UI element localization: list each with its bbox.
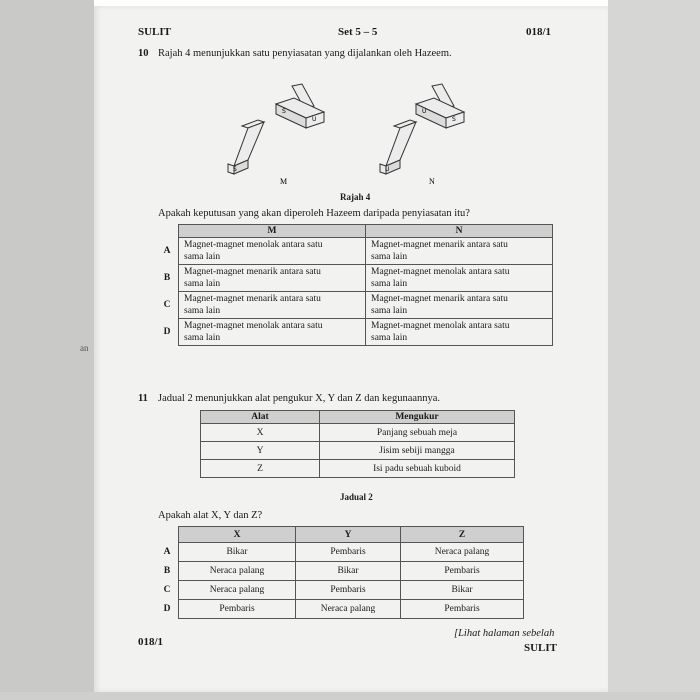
label-n: N: [429, 177, 435, 186]
column-header-m: M: [179, 225, 366, 238]
option-row-b[interactable]: B Neraca palang Bikar Pembaris: [156, 562, 524, 581]
column-header-mengukur: Mengukur: [320, 411, 515, 424]
q10-intro: Rajah 4 menunjukkan satu penyiasatan yang dijalankan oleh Hazeem.: [158, 48, 452, 59]
desk-background-bottom: [0, 692, 700, 700]
q11-intro: Jadual 2 menunjukkan alat pengukur X, Y dan Z dan kegunaannya.: [158, 393, 441, 404]
option-row-b[interactable]: [156, 265, 553, 292]
option-row-c[interactable]: C Neraca palang Pembaris Bikar: [156, 581, 524, 600]
jadual-2-caption: Jadual 2: [340, 492, 373, 502]
margin-text: an: [80, 343, 89, 353]
column-header-alat: Alat: [201, 411, 320, 424]
column-header-x: X: [179, 527, 296, 543]
rajah-4-caption: Rajah 4: [340, 192, 371, 202]
header-left: SULIT: [138, 26, 172, 38]
option-letter[interactable]: B: [163, 273, 171, 283]
setup-m: [228, 84, 324, 174]
q11-question: Apakah alat X, Y dan Z?: [158, 510, 263, 521]
exam-page: [94, 6, 608, 692]
pole-label: S: [233, 166, 237, 173]
option-n-cell: Magnet-magnet menolak antara satu sama lain: [366, 319, 553, 346]
option-letter[interactable]: A: [163, 246, 171, 256]
option-letter[interactable]: C: [163, 585, 171, 595]
table-row: X Panjang sebuah meja: [201, 424, 515, 442]
header-center: Set 5 – 5: [338, 26, 378, 38]
option-letter[interactable]: A: [163, 547, 171, 557]
pole-label: U: [422, 108, 427, 115]
column-header-y: Y: [296, 527, 401, 543]
option-n-cell: Magnet-magnet menarik antara satu sama lain: [366, 292, 553, 319]
footer-sulit: SULIT: [524, 642, 558, 654]
rajah-4-diagram: [224, 76, 484, 196]
pole-label: S: [452, 116, 456, 123]
footer-next-page: [Lihat halaman sebelah: [454, 628, 555, 639]
option-letter[interactable]: D: [163, 604, 171, 614]
desk-background-right: [608, 0, 700, 700]
pole-label: U: [312, 116, 317, 123]
option-m-cell: Magnet-magnet menarik antara satu sama lain: [179, 265, 366, 292]
pole-label: S: [282, 108, 286, 115]
option-row-c[interactable]: [156, 292, 553, 319]
option-m-cell: Magnet-magnet menarik antara satu sama lain: [179, 292, 366, 319]
option-n-cell: Magnet-magnet menolak antara satu sama lain: [366, 265, 553, 292]
q11-number: 11: [138, 393, 148, 404]
column-header-n: N: [366, 225, 553, 238]
header-right: 018/1: [526, 26, 552, 38]
option-row-a[interactable]: A Bikar Pembaris Neraca palang: [156, 543, 524, 562]
q10-number: 10: [138, 48, 149, 59]
q10-question: Apakah keputusan yang akan diperoleh Hazeem daripada penyiasatan itu?: [158, 208, 470, 219]
option-m-cell: Magnet-magnet menolak antara satu sama lain: [179, 319, 366, 346]
label-m: M: [280, 177, 288, 186]
option-row-d[interactable]: [156, 319, 553, 346]
table-row: Y Jisim sebiji mangga: [201, 442, 515, 460]
jadual-2-table: [200, 410, 515, 478]
footer-code: 018/1: [138, 636, 164, 648]
q11-options-table: [156, 526, 524, 619]
option-letter[interactable]: C: [163, 300, 171, 310]
pole-label: U: [385, 166, 390, 173]
column-header-z: Z: [401, 527, 524, 543]
option-row-a[interactable]: [156, 238, 553, 265]
setup-n: [380, 84, 464, 174]
q10-options-table: [156, 224, 553, 346]
option-n-cell: Magnet-magnet menarik antara satu sama lain: [366, 238, 553, 265]
option-m-cell: Magnet-magnet menolak antara satu sama lain: [179, 238, 366, 265]
option-row-d[interactable]: D Pembaris Neraca palang Pembaris: [156, 600, 524, 619]
option-letter[interactable]: D: [163, 327, 171, 337]
option-letter[interactable]: B: [163, 566, 171, 576]
table-row: Z Isi padu sebuah kuboid: [201, 460, 515, 478]
